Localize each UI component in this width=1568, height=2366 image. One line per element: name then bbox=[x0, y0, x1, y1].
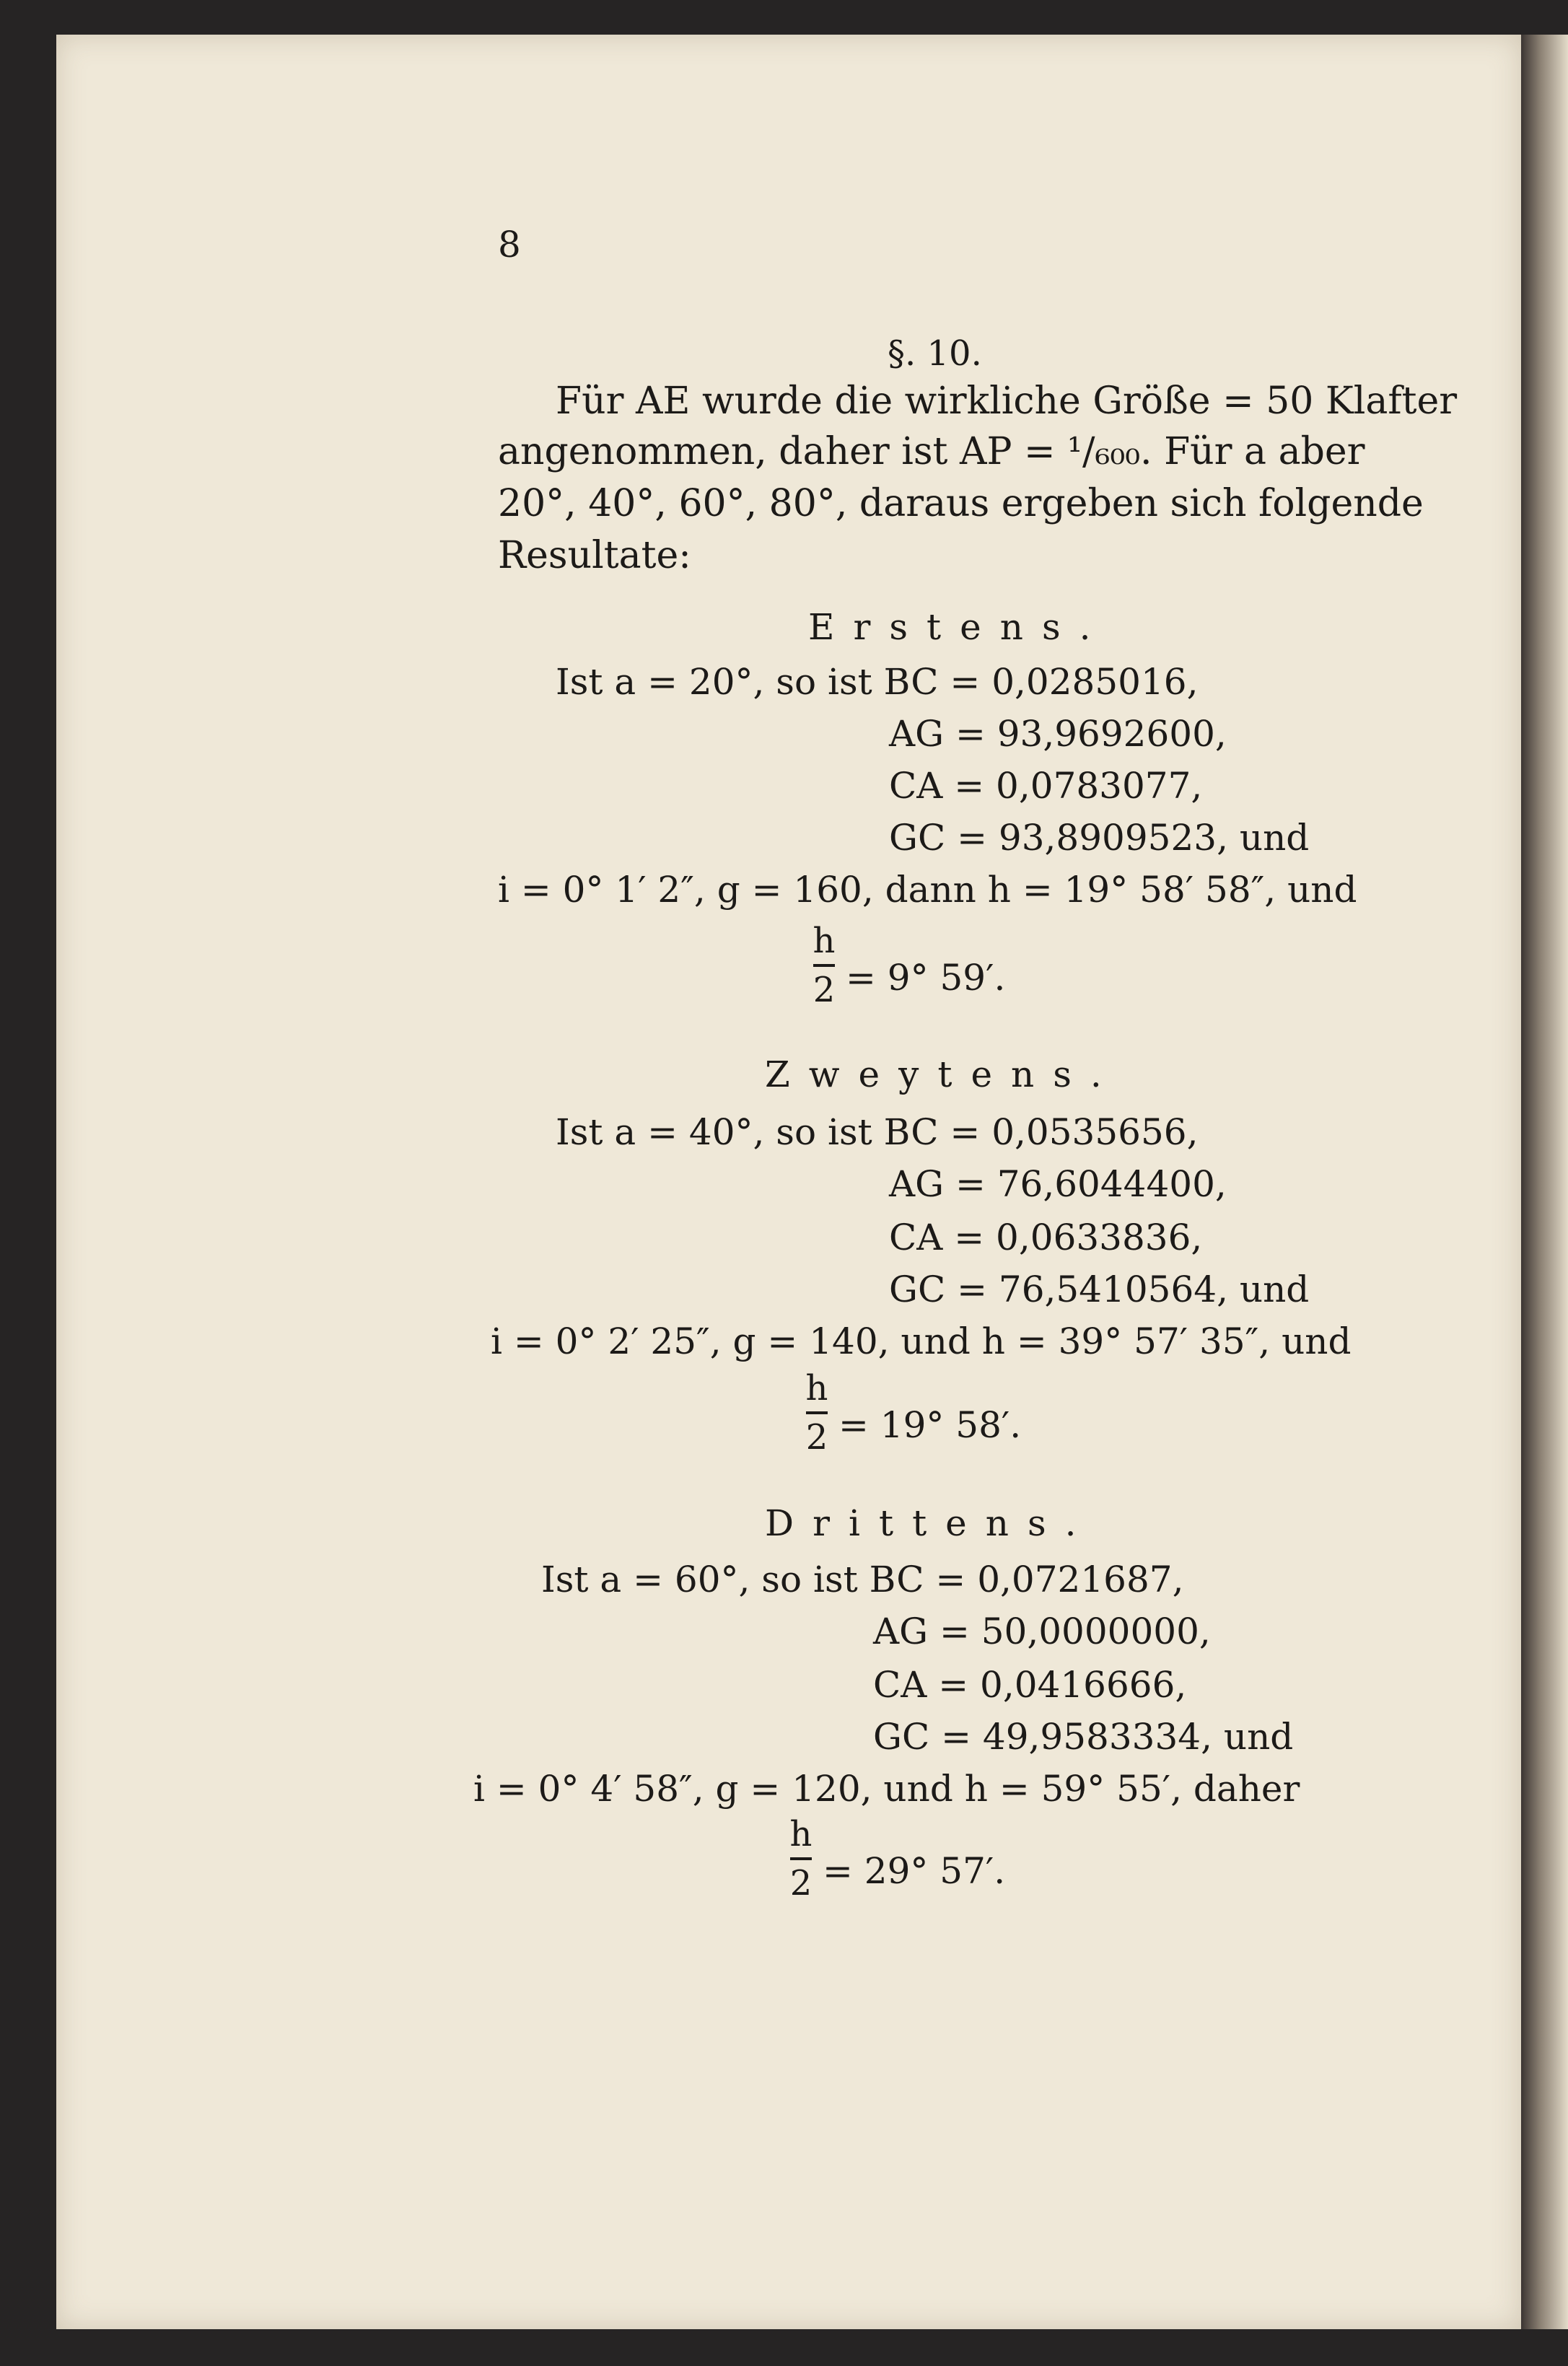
case-line: i = 0° 1′ 2″, g = 160, dann h = 19° 58′ 58″, und bbox=[498, 869, 1357, 911]
case-line: CA = 0,0416666, bbox=[873, 1664, 1187, 1706]
fraction-bar bbox=[790, 1857, 812, 1860]
case-line: Ist a = 40°, so ist BC = 0,0535656, bbox=[556, 1111, 1199, 1153]
intro-line-2: angenommen, daher ist AP = ¹/₆₀₀. Für a aber bbox=[498, 430, 1365, 473]
fraction-denominator: 2 bbox=[789, 1863, 813, 1903]
fraction-numerator: h bbox=[805, 1368, 828, 1408]
case-heading: Erstens. bbox=[808, 606, 1110, 648]
case-heading: Drittens. bbox=[765, 1502, 1095, 1544]
section-heading: §. 10. bbox=[888, 333, 982, 374]
fraction-h-over-2 bbox=[810, 921, 838, 1010]
fraction-result: = 19° 58′. bbox=[838, 1404, 1022, 1446]
fraction-denominator: 2 bbox=[813, 970, 836, 1010]
case-line: Ist a = 60°, so ist BC = 0,0721687, bbox=[541, 1559, 1184, 1600]
fraction-numerator: h bbox=[813, 921, 836, 961]
book-edge bbox=[1521, 35, 1568, 2329]
case-line: AG = 76,6044400, bbox=[889, 1163, 1227, 1205]
book-page bbox=[56, 35, 1521, 2329]
case-line: CA = 0,0783077, bbox=[889, 765, 1203, 807]
case-heading: Zweytens. bbox=[765, 1053, 1121, 1095]
fraction-result: = 29° 57′. bbox=[823, 1850, 1006, 1892]
page-number: 8 bbox=[498, 224, 521, 266]
intro-line-4: Resultate: bbox=[498, 534, 691, 577]
case-line: GC = 49,9583334, und bbox=[873, 1716, 1294, 1758]
case-line: AG = 93,9692600, bbox=[889, 713, 1227, 755]
fraction-result: = 9° 59′. bbox=[846, 957, 1006, 999]
fraction-bar bbox=[806, 1411, 828, 1414]
intro-line-1: Für AE wurde die wirkliche Größe = 50 Klafter bbox=[556, 380, 1458, 423]
case-line: Ist a = 20°, so ist BC = 0,0285016, bbox=[556, 661, 1199, 703]
case-line: AG = 50,0000000, bbox=[873, 1611, 1211, 1652]
fraction-denominator: 2 bbox=[805, 1417, 828, 1458]
intro-line-3: 20°, 40°, 60°, 80°, daraus ergeben sich folgende bbox=[498, 482, 1424, 525]
case-line: GC = 76,5410564, und bbox=[889, 1269, 1310, 1310]
fraction-bar bbox=[813, 964, 835, 967]
fraction-h-over-2 bbox=[787, 1814, 815, 1903]
case-line: CA = 0,0633836, bbox=[889, 1217, 1203, 1258]
fraction-numerator: h bbox=[789, 1814, 813, 1854]
fraction-h-over-2 bbox=[802, 1368, 831, 1458]
case-line: i = 0° 2′ 25″, g = 140, und h = 39° 57′ 35″, und bbox=[491, 1320, 1352, 1362]
case-line: i = 0° 4′ 58″, g = 120, und h = 59° 55′, daher bbox=[473, 1768, 1300, 1810]
case-line: GC = 93,8909523, und bbox=[889, 817, 1310, 859]
